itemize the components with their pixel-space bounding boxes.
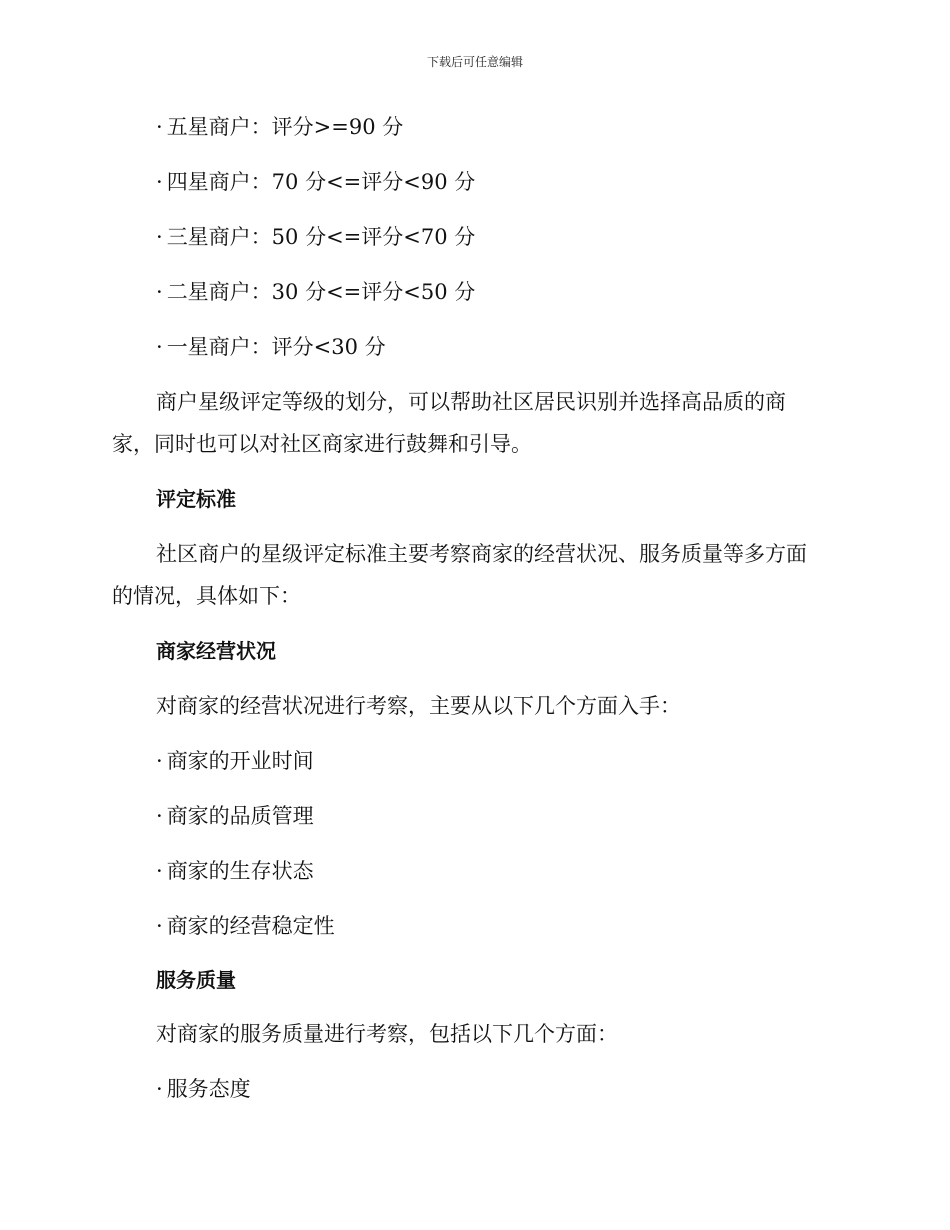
criteria-paragraph-line-1: 社区商户的星级评定标准主要考察商家的经营状况、服务质量等多方面 [156, 542, 807, 566]
bullet-icon: · [156, 225, 163, 249]
operation-intro: 对商家的经营状况进行考察，主要从以下几个方面入手： [156, 694, 681, 718]
service-intro: 对商家的服务质量进行考察，包括以下几个方面： [156, 1022, 618, 1046]
rating-level-four-star: · 四星商户：70 分<=评分<90 分 [156, 170, 476, 194]
section-heading-criteria: 评定标准 [156, 487, 236, 511]
bullet-icon: · [156, 749, 163, 773]
criteria-paragraph-line-2: 的情况，具体如下： [112, 584, 301, 608]
operation-item: · 商家的品质管理 [156, 804, 314, 828]
rating-level-five-star: · 五星商户：评分>=90 分 [156, 115, 404, 139]
bullet-icon: · [156, 335, 163, 359]
operation-item: · 商家的开业时间 [156, 749, 314, 773]
bullet-icon: · [156, 804, 163, 828]
rating-level-one-star: · 一星商户：评分<30 分 [156, 335, 386, 359]
section-heading-service: 服务质量 [156, 968, 236, 992]
bullet-icon: · [156, 859, 163, 883]
intro-paragraph-line-1: 商户星级评定等级的划分，可以帮助社区居民识别并选择高品质的商 [156, 390, 786, 414]
bullet-icon: · [156, 170, 163, 194]
page-header: 下载后可任意编辑 [426, 55, 523, 69]
section-heading-operation: 商家经营状况 [156, 639, 276, 663]
operation-item: · 商家的经营稳定性 [156, 914, 335, 938]
bullet-icon: · [156, 1077, 163, 1101]
bullet-icon: · [156, 914, 163, 938]
bullet-icon: · [156, 115, 163, 139]
rating-level-two-star: · 二星商户：30 分<=评分<50 分 [156, 280, 476, 304]
rating-level-three-star: · 三星商户：50 分<=评分<70 分 [156, 225, 476, 249]
bullet-icon: · [156, 280, 163, 304]
intro-paragraph-line-2: 家，同时也可以对社区商家进行鼓舞和引导。 [112, 432, 532, 456]
operation-item: · 商家的生存状态 [156, 859, 314, 883]
service-item: · 服务态度 [156, 1077, 251, 1101]
